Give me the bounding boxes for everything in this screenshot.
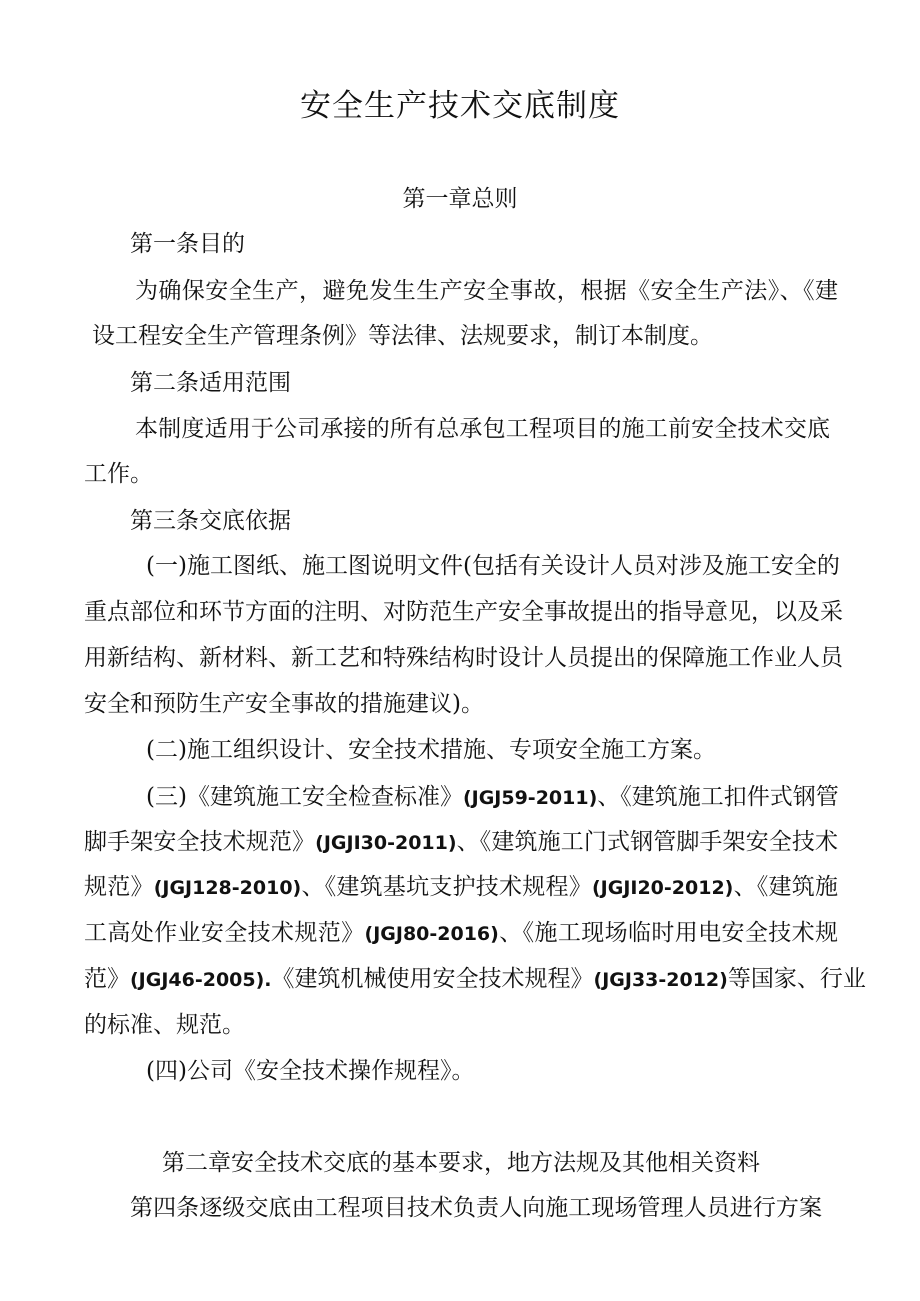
text-segment: (三)《建筑施工安全检查标准》 — [146, 784, 463, 810]
standard-code: (JGJ128-2010) — [153, 877, 302, 899]
article-1-heading: 第一条目的 — [130, 231, 245, 257]
text-segment: 、《建筑施 — [733, 874, 839, 900]
basis-3-line-5 — [84, 962, 866, 997]
basis-1-line-2: 重点部位和环节方面的注明、对防范生产安全事故提出的指导意见，以及采 — [84, 599, 843, 625]
document-title: 安全生产技术交底制度 — [300, 88, 620, 124]
article-1-line-2: 设工程安全生产管理条例》等法律、法规要求，制订本制度。 — [92, 323, 713, 349]
article-2-heading: 第二条适用范围 — [130, 370, 291, 396]
article-4-line-1: 第四条逐级交底由工程项目技术负责人向施工现场管理人员进行方案 — [130, 1195, 822, 1221]
basis-4: (四)公司《安全技术操作规程》。 — [146, 1058, 475, 1084]
chapter-1-heading: 第一章总则 — [402, 186, 518, 212]
text-segment: 《建筑机械使用安全技术规程》 — [271, 966, 594, 992]
standard-code: (JGJ80-2016) — [364, 923, 499, 945]
text-segment: 、《建筑施工门式钢管脚手架安全技术 — [456, 829, 839, 855]
text-segment: 规范》 — [84, 874, 154, 900]
text-segment: 范》 — [84, 966, 130, 992]
text-segment: 、《施工现场临时用电安全技术规 — [498, 920, 839, 946]
standard-code: (JGJ33-2012) — [593, 969, 728, 991]
chapter-2-heading: 第二章安全技术交底的基本要求，地方法规及其他相关资料 — [162, 1150, 760, 1176]
article-3-heading: 第三条交底依据 — [130, 508, 291, 534]
basis-2: (二)施工组织设计、安全技术措施、专项安全施工方案。 — [146, 737, 716, 763]
basis-3-line-3 — [84, 870, 838, 905]
basis-3-line-4 — [84, 916, 838, 951]
basis-1-line-4: 安全和预防生产安全事故的措施建议)。 — [84, 691, 484, 717]
basis-3-line-1 — [146, 780, 838, 815]
basis-3-line-2 — [84, 825, 838, 860]
standard-code: (JGJI20-2012) — [591, 877, 734, 899]
basis-1-line-3: 用新结构、新材料、新工艺和特殊结构时设计人员提出的保障施工作业人员 — [84, 645, 843, 671]
standard-code: (JGJI30-2011) — [315, 832, 457, 854]
article-2-line-2: 工作。 — [84, 461, 153, 487]
article-1-line-1: 为确保安全生产，避免发生生产安全事故，根据《安全生产法》、《建 — [135, 278, 838, 304]
text-segment: 、《建筑基坑支护技术规程》 — [301, 874, 592, 900]
basis-3-line-6: 的标准、规范。 — [84, 1012, 245, 1038]
text-segment: 脚手架安全技术规范》 — [84, 829, 316, 855]
text-segment: 等国家、行业 — [727, 966, 866, 992]
text-segment: 工高处作业安全技术规范》 — [84, 920, 365, 946]
article-2-line-1: 本制度适用于公司承接的所有总承包工程项目的施工前安全技术交底 — [135, 416, 830, 442]
standard-code: (JGJ46-2005). — [130, 969, 272, 991]
basis-1-line-1: (一)施工图纸、施工图说明文件(包括有关设计人员对涉及施工安全的 — [146, 553, 840, 579]
text-segment: 、《建筑施工扣件式钢管 — [597, 784, 839, 810]
standard-code: (JGJ59-2011) — [462, 787, 598, 809]
